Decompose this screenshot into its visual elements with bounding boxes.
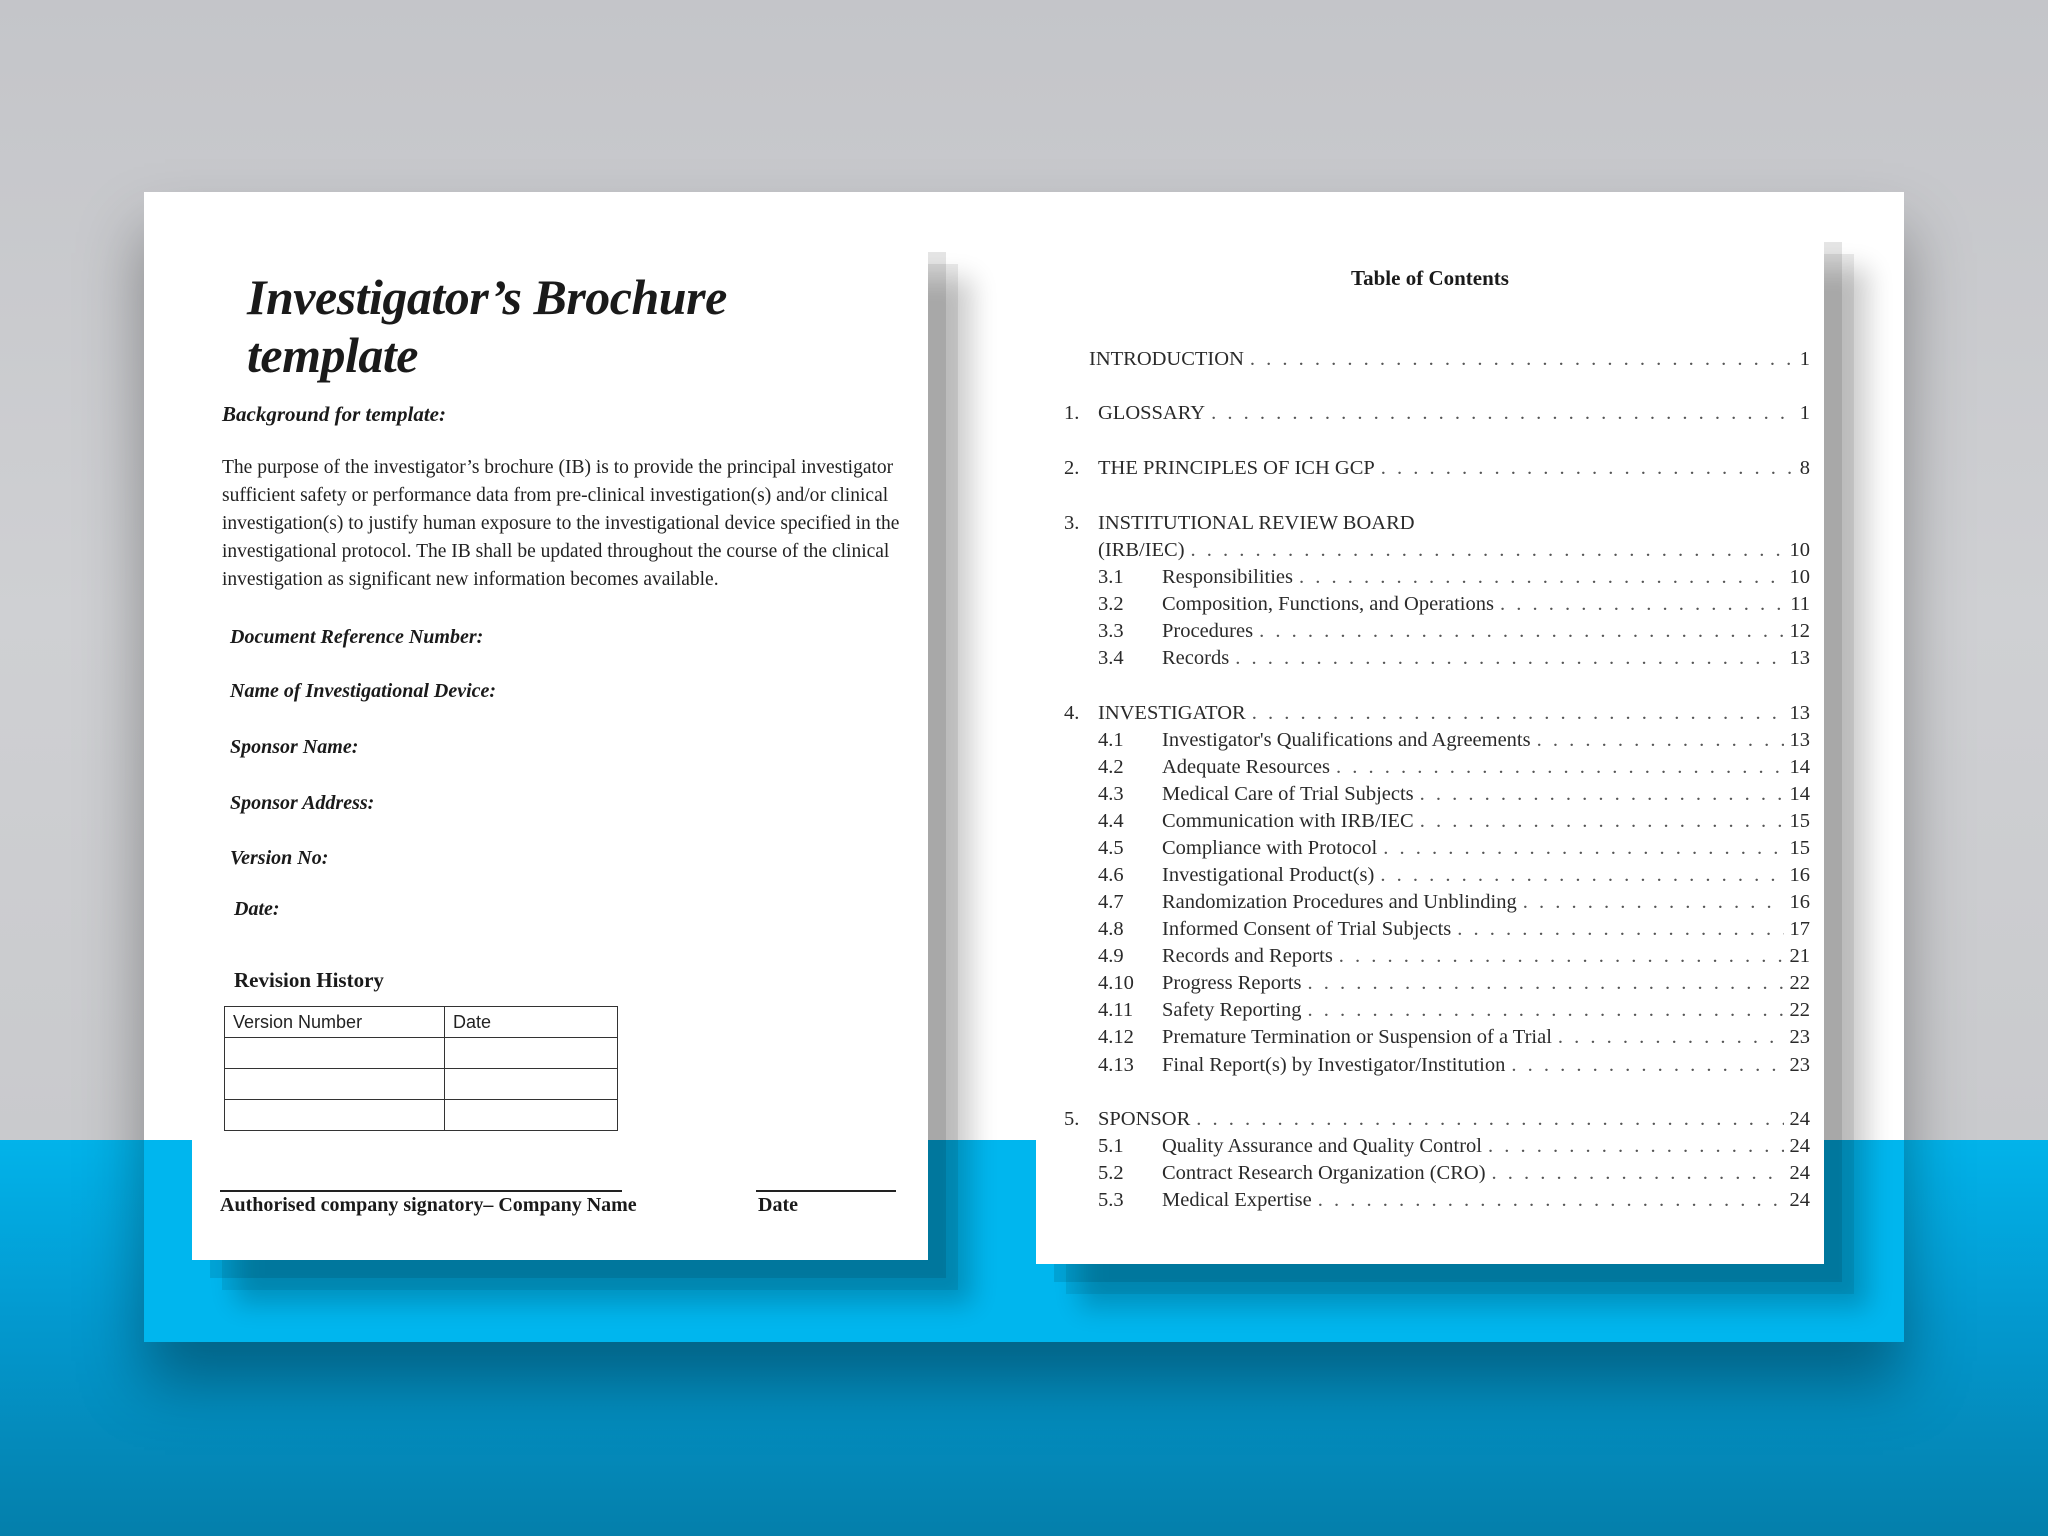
toc-entry-page: 13 [1789, 729, 1810, 751]
toc-entry [1098, 1189, 1810, 1212]
toc-entry [1064, 702, 1810, 725]
toc-entry-page: 10 [1789, 566, 1810, 588]
toc-leader-dots [1420, 783, 1784, 806]
toc-entry-number: 4.4 [1098, 810, 1124, 832]
toc-entry-number: 3. [1064, 512, 1080, 534]
toc-entry [1098, 539, 1810, 562]
table-cell [225, 1100, 445, 1131]
toc-entry-label: Randomization Procedures and Unblinding [1162, 891, 1517, 913]
header-date: Date [445, 1007, 618, 1038]
table-cell [225, 1038, 445, 1069]
toc-entry [1098, 810, 1810, 833]
table-cell [445, 1100, 618, 1131]
toc-entry-label: SPONSOR [1098, 1108, 1191, 1130]
toc-entry-label: Investigational Product(s) [1162, 864, 1375, 886]
toc-entry-number: 4.12 [1098, 1026, 1134, 1048]
toc-leader-dots [1250, 348, 1794, 371]
toc-entry-label: Safety Reporting [1162, 999, 1302, 1021]
toc-entry [1064, 402, 1810, 425]
toc-entry-page: 11 [1790, 593, 1810, 615]
toc-entry-number: 4.6 [1098, 864, 1124, 886]
toc-entry-label: Contract Research Organization (CRO) [1162, 1162, 1486, 1184]
toc-entry [1098, 864, 1810, 887]
toc-entry-number: 4.1 [1098, 729, 1124, 751]
signatory-label: Authorised company signatory– Company Name [220, 1194, 637, 1216]
toc-entry-label: INVESTIGATOR [1098, 702, 1246, 724]
toc-entry-label: INTRODUCTION [1089, 348, 1244, 370]
revision-history-title: Revision History [234, 968, 384, 992]
toc-leader-dots [1299, 566, 1784, 589]
signatory-line [220, 1190, 622, 1192]
toc-leader-dots [1457, 918, 1783, 941]
toc-entry-label: Final Report(s) by Investigator/Institution [1162, 1054, 1506, 1076]
toc-entry [1098, 999, 1810, 1022]
toc-entry-page: 24 [1789, 1162, 1810, 1184]
toc-entry [1064, 1108, 1810, 1131]
toc-entry-number: 3.1 [1098, 566, 1124, 588]
toc-entry-label: Medical Care of Trial Subjects [1162, 783, 1414, 805]
toc-entry [1098, 647, 1810, 670]
toc-entry-number: 5.2 [1098, 1162, 1124, 1184]
table-cell [445, 1038, 618, 1069]
toc-entry-label: Composition, Functions, and Operations [1162, 593, 1494, 615]
table-header-row [225, 1007, 618, 1038]
table-cell [445, 1069, 618, 1100]
field-device-name: Name of Investigational Device: [230, 680, 497, 702]
toc-entry-page: 13 [1789, 647, 1810, 669]
toc-entry-page: 14 [1789, 783, 1810, 805]
toc-entry-number: 4.5 [1098, 837, 1124, 859]
toc-entry [1098, 891, 1810, 914]
toc-leader-dots [1383, 837, 1783, 860]
table-row [225, 1069, 618, 1100]
toc-entry-number: 4.8 [1098, 918, 1124, 940]
toc-leader-dots [1259, 620, 1783, 643]
toc-entry-label: Adequate Resources [1162, 756, 1330, 778]
toc-entry [1098, 729, 1810, 752]
toc-entry-label: Communication with IRB/IEC [1162, 810, 1414, 832]
toc-leader-dots [1196, 1108, 1783, 1131]
table-cell [225, 1069, 445, 1100]
toc-entry-number: 4.9 [1098, 945, 1124, 967]
toc-entry-number: 5.1 [1098, 1135, 1124, 1157]
toc-leader-dots [1339, 945, 1784, 968]
background-text-1: The purpose of the investigator’s brochure (IB) is to provide the principal investigator sufficient safety or performance data from pre-clinical investigation(s) and/or clinical investigation(s) to justify human exposure to the investigational device specified in the investigational protocol [222, 457, 900, 562]
toc-entry-page: 1 [1799, 348, 1810, 370]
toc-entry-page: 23 [1789, 1054, 1810, 1076]
date-line [756, 1190, 896, 1192]
toc-leader-dots [1336, 756, 1784, 779]
field-date: Date: [234, 898, 280, 920]
toc-entry [1098, 620, 1810, 643]
toc-entry-page: 13 [1789, 702, 1810, 724]
background-paragraph [222, 454, 912, 594]
toc-entry [1064, 457, 1810, 480]
toc-entry-label: Records and Reports [1162, 945, 1333, 967]
toc-leader-dots [1191, 539, 1784, 562]
toc-title: Table of Contents [1351, 266, 1509, 290]
toc-entry-page: 12 [1789, 620, 1810, 642]
table-row [225, 1100, 618, 1131]
toc-entry-label: Premature Termination or Suspension of a Trial [1162, 1026, 1552, 1048]
toc-entry-page: 10 [1789, 539, 1810, 561]
signature-date-label: Date [758, 1194, 798, 1216]
toc-entry-page: 1 [1799, 402, 1810, 424]
toc-list [1036, 224, 1824, 1264]
toc-entry-number: 3.4 [1098, 647, 1124, 669]
toc-entry-number: 1. [1064, 402, 1080, 424]
toc-leader-dots [1511, 1054, 1783, 1077]
toc-entry-label: Responsibilities [1162, 566, 1293, 588]
toc-entry [1098, 566, 1810, 589]
toc-entry-page: 8 [1799, 457, 1810, 479]
toc-leader-dots [1488, 1135, 1784, 1158]
toc-leader-dots [1211, 402, 1794, 425]
toc-entry-page: 24 [1789, 1108, 1810, 1130]
toc-entry [1089, 348, 1810, 371]
toc-leader-dots [1492, 1162, 1784, 1185]
toc-entry-label: GLOSSARY [1098, 402, 1206, 424]
document-title: Investigator’s Brochure template [247, 269, 727, 383]
toc-entry-number: 3.3 [1098, 620, 1124, 642]
toc-entry-page: 22 [1789, 972, 1810, 994]
toc-entry-page: 21 [1789, 945, 1810, 967]
toc-entry-label: (IRB/IEC) [1098, 539, 1185, 561]
toc-entry-label: Informed Consent of Trial Subjects [1162, 918, 1452, 940]
field-version-no: Version No: [230, 847, 329, 869]
toc-entry-number: 4.13 [1098, 1054, 1134, 1076]
toc-leader-dots [1537, 729, 1784, 752]
toc-entry-label: Quality Assurance and Quality Control [1162, 1135, 1482, 1157]
toc-entry [1098, 783, 1810, 806]
toc-entry-number: 5.3 [1098, 1189, 1124, 1211]
toc-entry-page: 15 [1789, 810, 1810, 832]
toc-entry-number: 2. [1064, 457, 1080, 479]
toc-entry-label: Medical Expertise [1162, 1189, 1312, 1211]
toc-entry-number: 4.2 [1098, 756, 1124, 778]
toc-entry-number: 5. [1064, 1108, 1080, 1130]
toc-entry [1098, 1054, 1810, 1077]
toc-page [1036, 224, 1824, 1264]
toc-entry-page: 16 [1789, 891, 1810, 913]
toc-leader-dots [1252, 702, 1784, 725]
toc-leader-dots [1500, 593, 1784, 616]
toc-entry-label: Progress Reports [1162, 972, 1302, 994]
toc-entry [1098, 972, 1810, 995]
toc-entry [1098, 1162, 1810, 1185]
background-text-2: . The IB shall be updated throughout the course of the clinical investigation as significant new information becomes available. [222, 541, 890, 590]
toc-entry [1098, 1135, 1810, 1158]
toc-leader-dots [1523, 891, 1784, 914]
toc-entry-label: Compliance with Protocol [1162, 837, 1378, 859]
toc-entry-page: 24 [1789, 1135, 1810, 1157]
toc-entry-page: 22 [1789, 999, 1810, 1021]
toc-entry-page: 16 [1789, 864, 1810, 886]
toc-leader-dots [1381, 457, 1794, 480]
toc-leader-dots [1235, 647, 1783, 670]
cover-page [192, 234, 928, 1260]
background-heading: Background for template: [222, 402, 446, 426]
toc-entry-page: 17 [1789, 918, 1810, 940]
revision-history-table [224, 1006, 618, 1131]
table-row [225, 1038, 618, 1069]
header-version-number: Version Number [225, 1007, 445, 1038]
toc-entry-page: 23 [1789, 1026, 1810, 1048]
toc-entry [1064, 512, 1810, 535]
toc-leader-dots [1558, 1026, 1784, 1049]
toc-leader-dots [1380, 864, 1783, 887]
toc-entry-page: 15 [1789, 837, 1810, 859]
toc-entry [1098, 1026, 1810, 1049]
toc-leader-dots [1308, 999, 1784, 1022]
field-document-reference: Document Reference Number: [230, 626, 484, 648]
toc-entry-page: 24 [1789, 1189, 1810, 1211]
toc-entry-label: Investigator's Qualifications and Agreements [1162, 729, 1531, 751]
toc-entry-number: 3.2 [1098, 593, 1124, 615]
toc-entry-label: INSTITUTIONAL REVIEW BOARD [1098, 512, 1415, 534]
toc-entry-number: 4.10 [1098, 972, 1134, 994]
toc-entry [1098, 593, 1810, 616]
toc-entry-number: 4.3 [1098, 783, 1124, 805]
toc-entry [1098, 756, 1810, 779]
toc-entry-label: THE PRINCIPLES OF ICH GCP [1098, 457, 1375, 479]
field-sponsor-address: Sponsor Address: [230, 792, 375, 814]
toc-entry-label: Records [1162, 647, 1230, 669]
toc-entry-number: 4. [1064, 702, 1080, 724]
field-sponsor-name: Sponsor Name: [230, 736, 359, 758]
toc-entry-label: Procedures [1162, 620, 1254, 642]
toc-leader-dots [1420, 810, 1784, 833]
toc-leader-dots [1308, 972, 1784, 995]
toc-entry [1098, 945, 1810, 968]
toc-entry [1098, 918, 1810, 941]
toc-entry-number: 4.11 [1098, 999, 1134, 1021]
toc-entry [1098, 837, 1810, 860]
toc-entry-page: 14 [1789, 756, 1810, 778]
toc-leader-dots [1318, 1189, 1784, 1212]
toc-entry-number: 4.7 [1098, 891, 1124, 913]
